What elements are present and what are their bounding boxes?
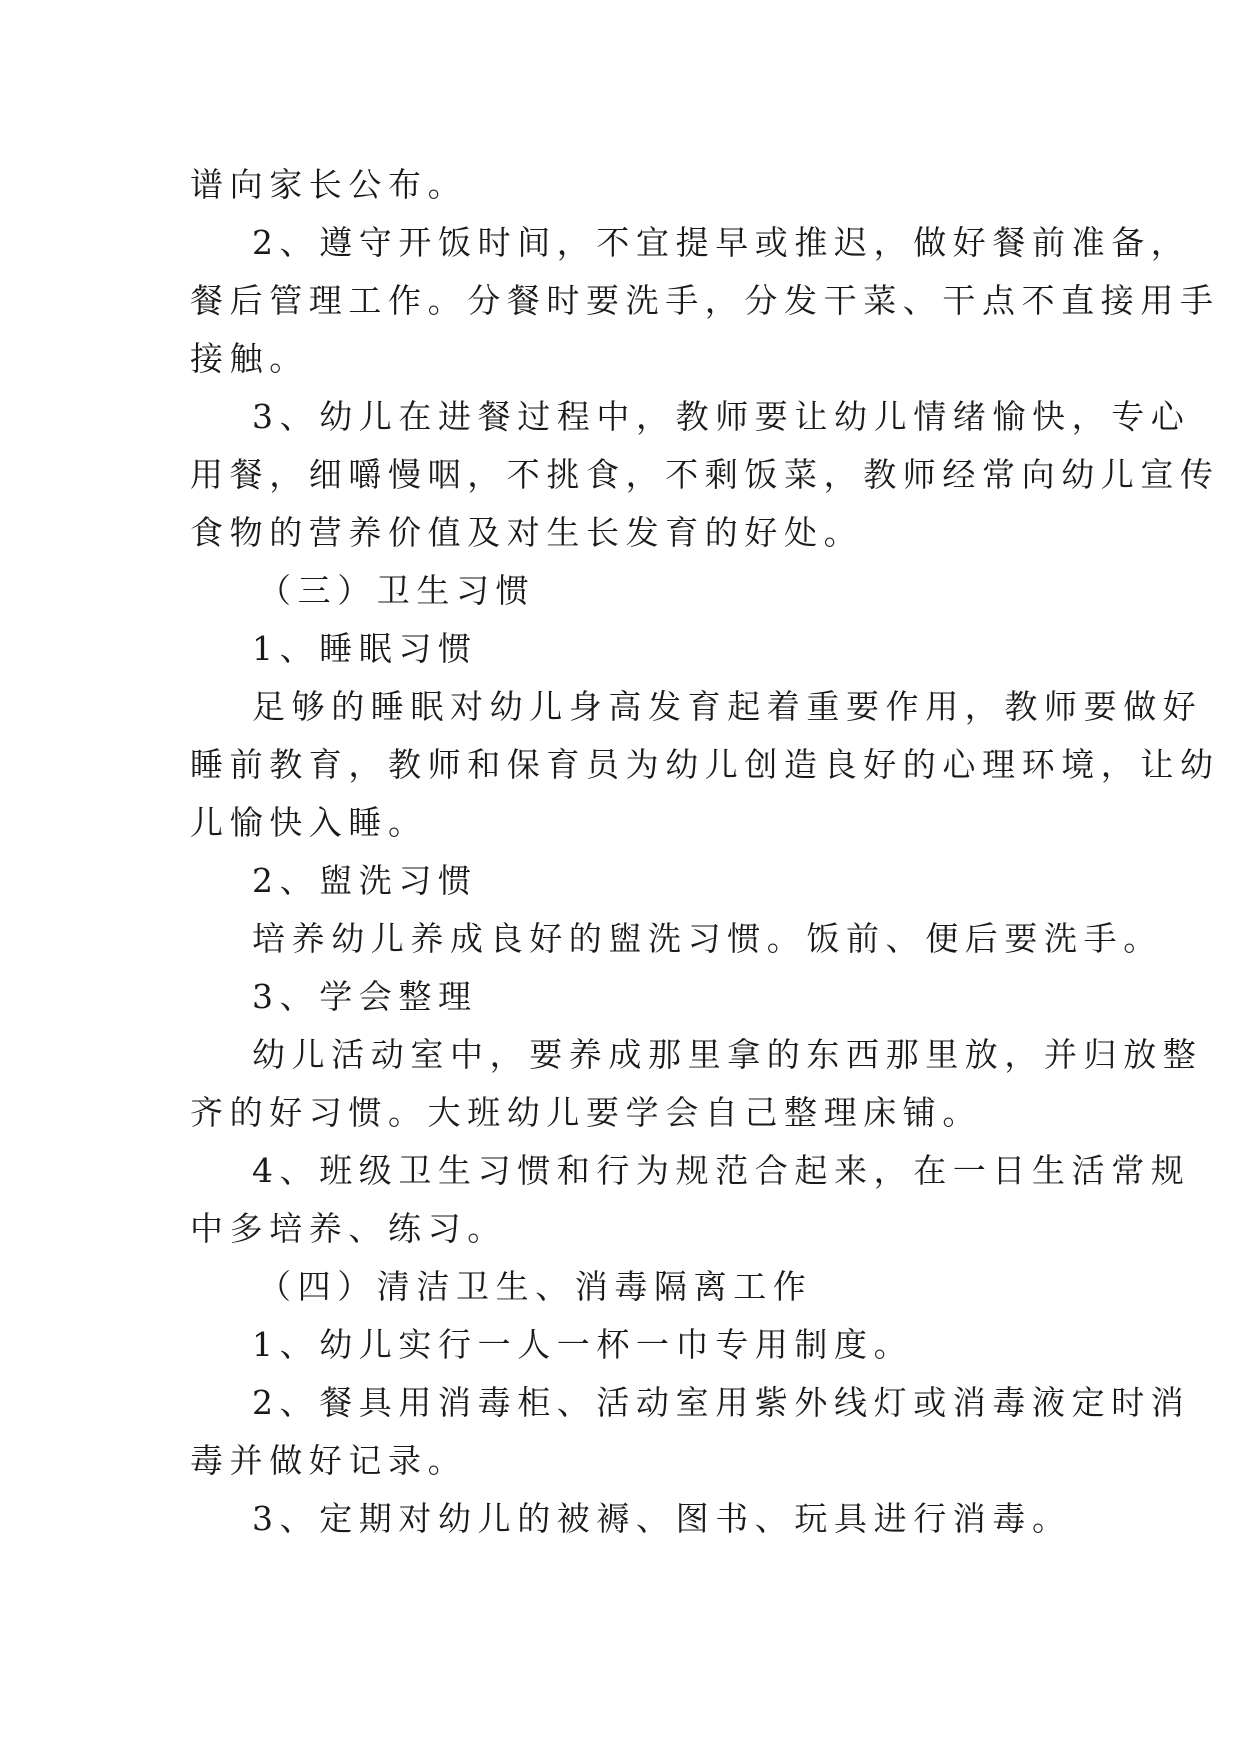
text-line: 3、定期对幼儿的被褥、图书、玩具进行消毒。	[252, 1499, 1072, 1538]
text-line: 3、幼儿在进餐过程中，教师要让幼儿情绪愉快，专心	[252, 397, 1191, 436]
subsection-heading: 1、睡眠习惯	[252, 629, 478, 668]
section-heading: （三）卫生习惯	[258, 571, 536, 610]
text-line: 2、遵守开饭时间，不宜提早或推迟，做好餐前准备，	[252, 223, 1191, 262]
text-line: 睡前教育，教师和保育员为幼儿创造良好的心理环境，让幼	[190, 745, 1220, 784]
section-heading: （四）清洁卫生、消毒隔离工作	[258, 1267, 813, 1306]
text-line: 2、餐具用消毒柜、活动室用紫外线灯或消毒液定时消	[252, 1383, 1191, 1422]
text-line: 足够的睡眠对幼儿身高发育起着重要作用，教师要做好	[252, 687, 1203, 726]
text-line: 4、班级卫生习惯和行为规范合起来，在一日生活常规	[252, 1151, 1191, 1190]
text-line: 接触。	[190, 339, 309, 378]
text-line: 用餐，细嚼慢咽，不挑食，不剩饭菜，教师经常向幼儿宣传	[190, 455, 1220, 494]
text-line: 中多培养、练习。	[190, 1209, 507, 1248]
text-line: 食物的营养价值及对生长发育的好处。	[190, 513, 864, 552]
text-line: 齐的好习惯。大班幼儿要学会自己整理床铺。	[190, 1093, 982, 1132]
text-line: 儿愉快入睡。	[190, 803, 428, 842]
text-line: 毒并做好记录。	[190, 1441, 468, 1480]
text-line: 幼儿活动室中，要养成那里拿的东西那里放，并归放整	[252, 1035, 1203, 1074]
subsection-heading: 2、盥洗习惯	[252, 861, 478, 900]
text-line: 餐后管理工作。分餐时要洗手，分发干菜、干点不直接用手	[190, 281, 1220, 320]
text-line: 谱向家长公布。	[190, 165, 468, 204]
text-line: 1、幼儿实行一人一杯一巾专用制度。	[252, 1325, 914, 1364]
text-line: 培养幼儿养成良好的盥洗习惯。饭前、便后要洗手。	[252, 919, 1163, 958]
subsection-heading: 3、学会整理	[252, 977, 478, 1016]
